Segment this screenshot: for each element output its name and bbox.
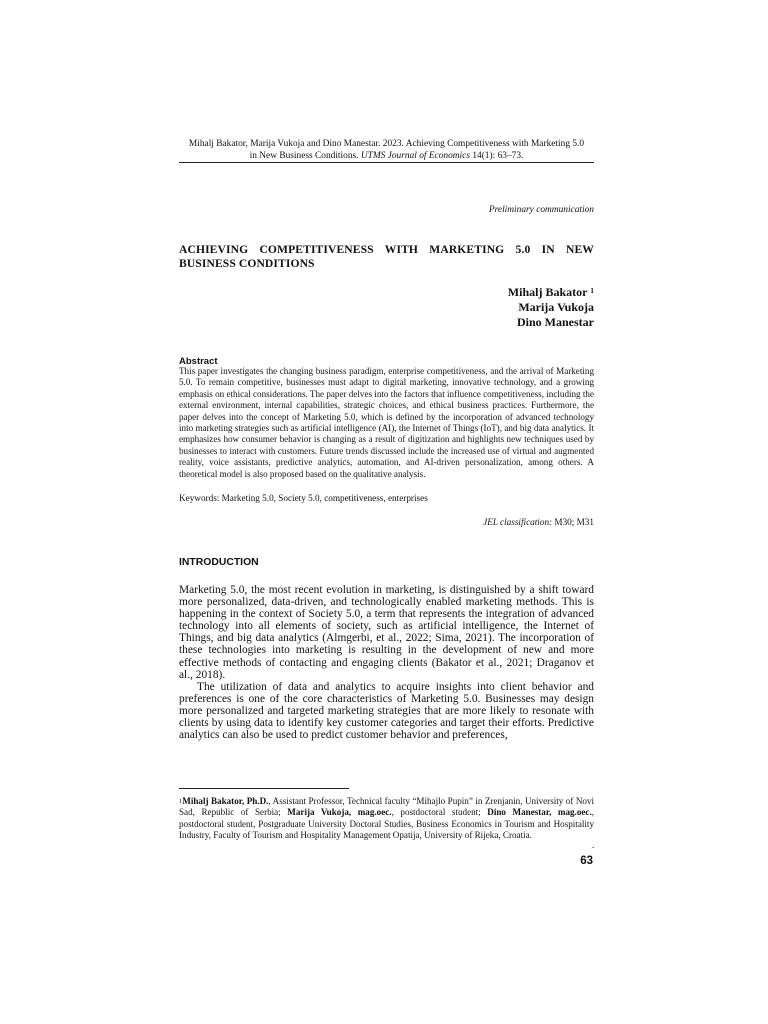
introduction-body bbox=[179, 584, 594, 741]
stray-dot: . bbox=[592, 840, 595, 850]
contribution-type: Preliminary communication bbox=[488, 205, 594, 215]
author-list bbox=[508, 285, 594, 330]
jel-classification bbox=[483, 517, 594, 527]
introduction-heading: INTRODUCTION bbox=[179, 557, 259, 568]
paragraph-2: The utilization of data and analytics to acquire insights into client behavior and preferences is one of the core characteristics of Marketing 5.0. Businesses may design more personalized and targeted marketing strategies that are more likely to resonate with clients by using data to identify key customer categories and target their efforts. Predictive analytics can also be used to predict customer behavior and preferences, bbox=[179, 680, 594, 742]
header-rule bbox=[179, 162, 594, 163]
abstract-text: This paper investigates the changing business paradigm, enterprise competitiveness, and the arrival of Marketing 5.0. To remain competitive, businesses must adapt to digital marketing, innovative technology, and a growing emphasis on ethical considerations. The paper delves into the factors that influence competitiveness, including the external environment, internal capabilities, strategic choices, and ethical business practices. Furthermore, the paper delves into the concept of Marketing 5.0, which is defined by the incorporation of advanced technology into marketing strategies such as artificial intelligence (AI), the Internet of Things (IoT), and big data analytics. It emphasizes how consumer behavior is changing as a result of digitization and highlights new techniques used by businesses to interact with customers. Future trends discussed include the increased use of virtual and augmented reality, voice assistants, predictive analytics, automation, and AI-driven personalization, among others. A theoretical model is also proposed based on the qualitative analysis. bbox=[179, 366, 594, 479]
paper-title: ACHIEVING COMPETITIVENESS WITH MARKETING 5.0 IN NEW BUSINESS CONDITIONS bbox=[179, 243, 594, 270]
jel-label: JEL classification: bbox=[483, 517, 553, 527]
header-line-1: Mihalj Bakator, Marija Vukoja and Dino Manestar. 2023. Achieving Competitiveness with Marketing 5.0 bbox=[188, 139, 585, 149]
author-3: Dino Manestar bbox=[517, 315, 594, 329]
page-number: 63 bbox=[580, 855, 593, 867]
jel-codes: M30; M31 bbox=[552, 517, 594, 527]
header-volume: 14(1): 63–73. bbox=[469, 150, 524, 161]
footnote-mark: 1 bbox=[179, 798, 183, 805]
running-header bbox=[179, 139, 594, 162]
footnote: $^1$Mihalj Bakator, Ph.D., Assistant Professor, Technical faculty “Mihajlo Pupin” in Zrenjanin, University of Novi Sad, Republic of Serbia; Marija Vukoja, mag.oec., postdoctoral student; Dino Manestar, mag.oec., postdoctoral student, Postgraduate University Doctoral Studies, Business Economics in Tourism and Hospitality Industry, Faculty of Tourism and Hospitality Management Opatija, University of Rijeka, Croatia. bbox=[179, 796, 595, 841]
journal-name: UTMS Journal of Economics bbox=[360, 150, 470, 161]
footnote-author-2: Marija Vukoja, mag.oec. bbox=[287, 807, 392, 818]
abstract-heading: Abstract bbox=[179, 356, 218, 367]
keywords: Keywords: Marketing 5.0, Society 5.0, competitiveness, enterprises bbox=[179, 493, 428, 503]
author-1: Mihalj Bakator $^1$ bbox=[507, 285, 594, 299]
author-1-footnote-mark: 1 bbox=[590, 286, 594, 295]
header-line-2 bbox=[179, 151, 594, 163]
paragraph-1: Marketing 5.0, the most recent evolution in marketing, is distinguished by a shift toward more personalized, data-driven, and technologically enabled marketing methods. This is happening in the context of Society 5.0, a term that represents the integration of advanced technology into all elements of society, such as artificial intelligence, the Internet of Things, and big data analytics (Almgerbi, et al., 2022; Sima, 2021). The incorporation of these technologies into marketing is resulting in the development of new and more effective methods of contacting and engaging clients (Bakator et al., 2021; Draganov et al., 2018). bbox=[179, 584, 594, 681]
footnote-author-3: Dino Manestar, mag.oec. bbox=[487, 807, 592, 818]
header-citation: in New Business Conditions. bbox=[249, 150, 361, 161]
footnote-rule bbox=[179, 788, 349, 789]
footnote-author-1: Mihalj Bakator, Ph.D. bbox=[182, 796, 269, 806]
author-2: Marija Vukoja bbox=[518, 300, 594, 314]
